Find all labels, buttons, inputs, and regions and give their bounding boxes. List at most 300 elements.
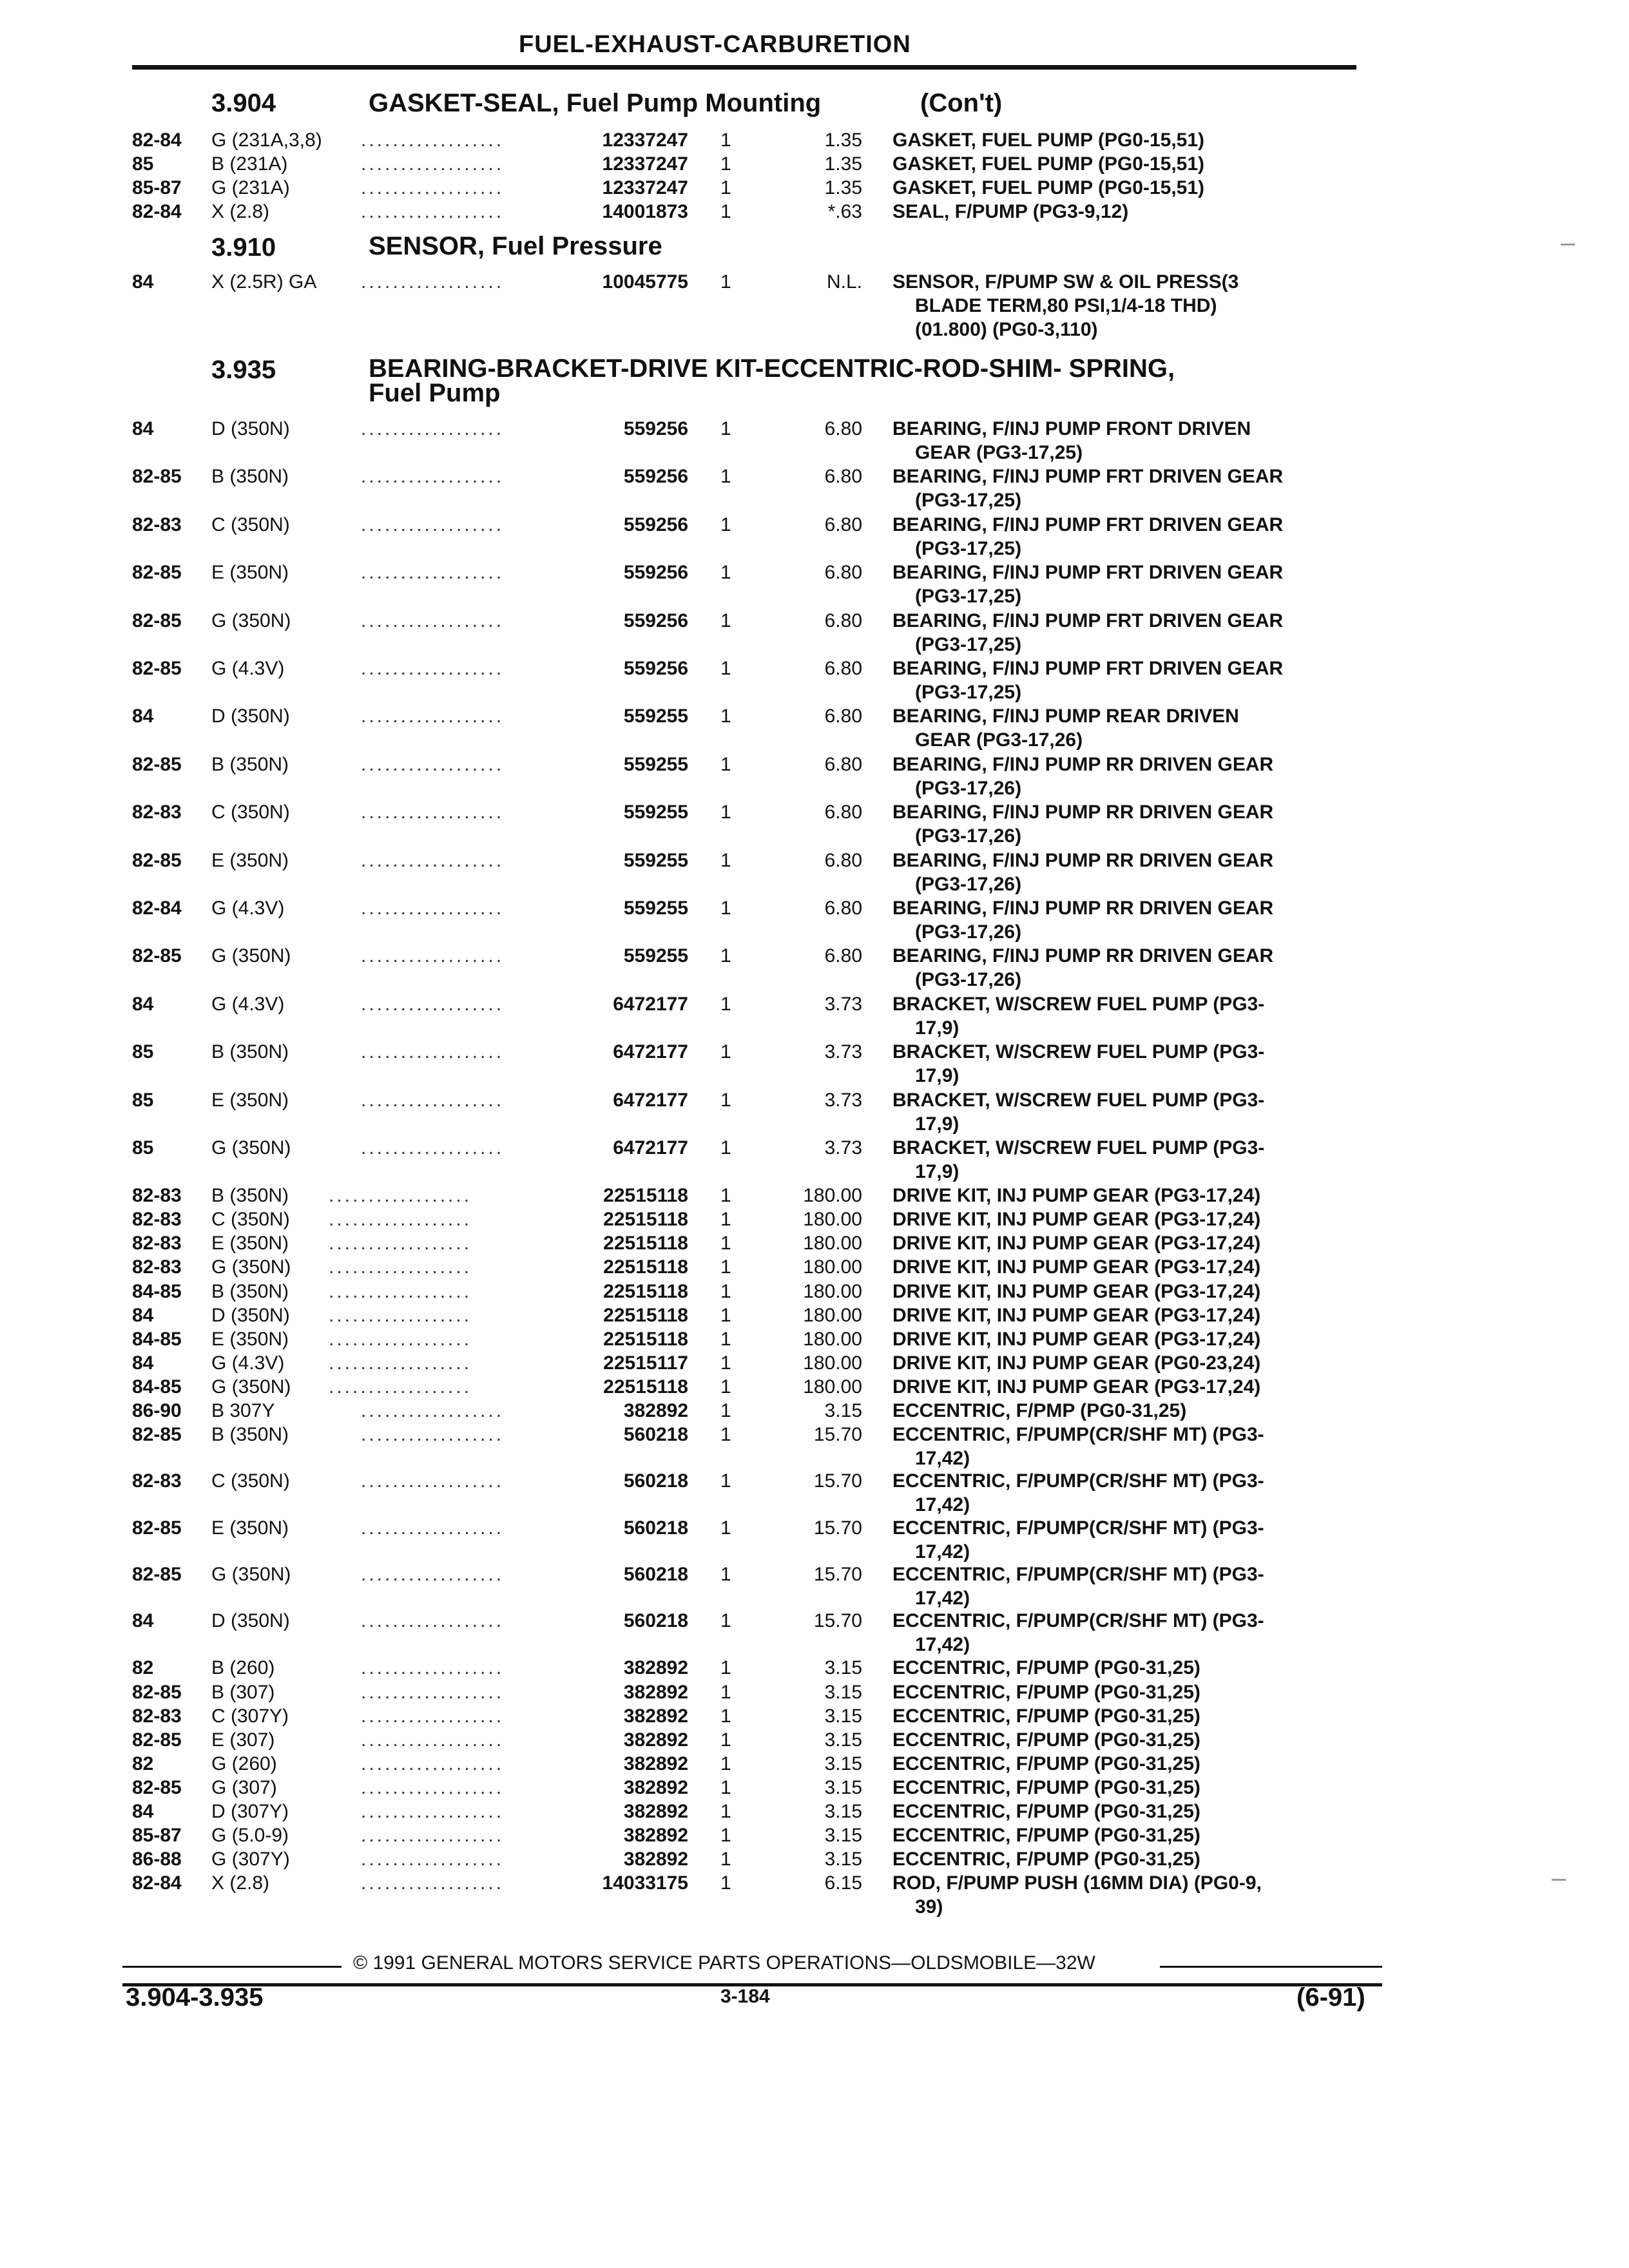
application: G (350N) bbox=[211, 945, 291, 966]
footer-rule-right bbox=[1160, 1966, 1382, 1968]
part-row bbox=[0, 753, 1629, 799]
description: ECCENTRIC, F/PUMP (PG0-31,25) bbox=[892, 1777, 1200, 1798]
application: E (350N) bbox=[211, 1517, 289, 1539]
dot-leader: .................. bbox=[329, 1281, 472, 1302]
part-number: 22515118 bbox=[603, 1305, 688, 1326]
part-row bbox=[0, 1729, 1629, 1752]
application: G (350N) bbox=[211, 1137, 291, 1158]
description: DRIVE KIT, INJ PUMP GEAR (PG3-17,24) bbox=[892, 1209, 1261, 1230]
price: 15.70 bbox=[813, 1470, 862, 1492]
description: GASKET, FUEL PUMP (PG0-15,51) bbox=[892, 153, 1205, 175]
application: B (350N) bbox=[211, 1424, 289, 1445]
part-row bbox=[0, 610, 1629, 655]
model-year: 82-83 bbox=[132, 1256, 182, 1278]
model-year: 85 bbox=[132, 1041, 154, 1062]
dot-leader: .................. bbox=[361, 994, 505, 1015]
part-row bbox=[0, 1470, 1629, 1515]
part-row bbox=[0, 1208, 1629, 1231]
model-year: 82-83 bbox=[132, 1185, 182, 1206]
quantity: 1 bbox=[720, 201, 731, 222]
quantity: 1 bbox=[720, 850, 731, 871]
application: G (4.3V) bbox=[211, 1352, 285, 1374]
price: 3.73 bbox=[824, 994, 862, 1015]
description: ECCENTRIC, F/PMP (PG0-31,25) bbox=[892, 1400, 1187, 1421]
section-subtitle: Fuel Pump bbox=[369, 379, 501, 407]
part-number: 6472177 bbox=[613, 994, 688, 1015]
dot-leader: .................. bbox=[361, 1517, 505, 1539]
description-continued: (PG3-17,25) bbox=[915, 634, 1022, 655]
quantity: 1 bbox=[720, 1209, 731, 1230]
dot-leader: .................. bbox=[329, 1305, 472, 1326]
part-row bbox=[0, 1610, 1629, 1655]
part-row bbox=[0, 1517, 1629, 1562]
model-year: 84 bbox=[132, 1305, 154, 1326]
part-row bbox=[0, 1041, 1629, 1086]
part-number: 559255 bbox=[623, 898, 688, 919]
description: BEARING, F/INJ PUMP RR DRIVEN GEAR bbox=[892, 754, 1274, 775]
description: ROD, F/PUMP PUSH (16MM DIA) (PG0-9, bbox=[892, 1872, 1262, 1894]
price: 15.70 bbox=[813, 1517, 862, 1539]
application: G (350N) bbox=[211, 610, 291, 631]
part-row bbox=[0, 200, 1629, 224]
description: DRIVE KIT, INJ PUMP GEAR (PG3-17,24) bbox=[892, 1305, 1261, 1326]
price: N.L. bbox=[826, 271, 862, 293]
part-number: 22515118 bbox=[603, 1185, 688, 1206]
dot-leader: .................. bbox=[361, 1400, 505, 1421]
description: SENSOR, F/PUMP SW & OIL PRESS(3 bbox=[892, 271, 1239, 293]
part-number: 6472177 bbox=[613, 1041, 688, 1062]
part-number: 10045775 bbox=[602, 271, 688, 293]
model-year: 84 bbox=[132, 1352, 154, 1374]
description: GASKET, FUEL PUMP (PG0-15,51) bbox=[892, 130, 1205, 151]
price: 180.00 bbox=[803, 1256, 862, 1278]
quantity: 1 bbox=[720, 130, 731, 151]
part-row bbox=[0, 1328, 1629, 1351]
model-year: 82-85 bbox=[132, 1564, 182, 1585]
part-number: 560218 bbox=[623, 1517, 688, 1539]
part-number: 559256 bbox=[623, 514, 688, 535]
price: 180.00 bbox=[803, 1352, 862, 1374]
model-year: 82-83 bbox=[132, 1706, 182, 1727]
footer-section-range: 3.904-3.935 bbox=[126, 1983, 264, 2012]
dot-leader: .................. bbox=[361, 1753, 505, 1774]
part-number: 382892 bbox=[623, 1400, 688, 1421]
model-year: 85 bbox=[132, 1137, 154, 1158]
dot-leader: .................. bbox=[329, 1376, 472, 1398]
description-continued: 17,42) bbox=[915, 1588, 970, 1609]
price: 6.80 bbox=[824, 610, 862, 631]
dot-leader: .................. bbox=[361, 1041, 505, 1062]
part-row bbox=[0, 514, 1629, 559]
price: 6.80 bbox=[824, 514, 862, 535]
application: D (350N) bbox=[211, 1305, 290, 1326]
application: G (4.3V) bbox=[211, 994, 285, 1015]
application: B (350N) bbox=[211, 1281, 289, 1302]
dot-leader: .................. bbox=[361, 754, 505, 775]
part-number: 22515118 bbox=[603, 1256, 688, 1278]
part-number: 559255 bbox=[623, 850, 688, 871]
part-row bbox=[0, 1304, 1629, 1327]
price: 3.15 bbox=[824, 1400, 862, 1421]
quantity: 1 bbox=[720, 1753, 731, 1774]
quantity: 1 bbox=[720, 177, 731, 198]
part-number: 559255 bbox=[623, 706, 688, 727]
quantity: 1 bbox=[720, 562, 731, 583]
quantity: 1 bbox=[720, 1256, 731, 1278]
part-row bbox=[0, 1872, 1629, 1917]
application: D (350N) bbox=[211, 706, 290, 727]
application: C (350N) bbox=[211, 514, 290, 535]
description-continued: GEAR (PG3-17,26) bbox=[915, 729, 1083, 751]
dot-leader: .................. bbox=[329, 1185, 472, 1206]
description-continued: 17,9) bbox=[915, 1065, 959, 1086]
quantity: 1 bbox=[720, 1825, 731, 1846]
model-year: 82-85 bbox=[132, 1424, 182, 1445]
quantity: 1 bbox=[720, 945, 731, 966]
part-row bbox=[0, 1376, 1629, 1399]
model-year: 82-85 bbox=[132, 754, 182, 775]
application: G (350N) bbox=[211, 1564, 291, 1585]
dot-leader: .................. bbox=[361, 1657, 505, 1678]
quantity: 1 bbox=[720, 1041, 731, 1062]
quantity: 1 bbox=[720, 1706, 731, 1727]
dot-leader: .................. bbox=[361, 898, 505, 919]
quantity: 1 bbox=[720, 1777, 731, 1798]
dot-leader: .................. bbox=[361, 153, 505, 175]
description: DRIVE KIT, INJ PUMP GEAR (PG3-17,24) bbox=[892, 1281, 1261, 1302]
scan-mark bbox=[1552, 1879, 1566, 1881]
part-number: 560218 bbox=[623, 1470, 688, 1492]
quantity: 1 bbox=[720, 271, 731, 293]
description: BEARING, F/INJ PUMP FRT DRIVEN GEAR bbox=[892, 610, 1284, 631]
quantity: 1 bbox=[720, 1657, 731, 1678]
part-row bbox=[0, 945, 1629, 990]
application: G (4.3V) bbox=[211, 898, 285, 919]
application: B 307Y bbox=[211, 1400, 275, 1421]
model-year: 85-87 bbox=[132, 177, 182, 198]
model-year: 84 bbox=[132, 706, 154, 727]
description: SEAL, F/PUMP (PG3-9,12) bbox=[892, 201, 1129, 222]
section-number: 3.904 bbox=[211, 89, 276, 117]
application: D (350N) bbox=[211, 418, 290, 439]
model-year: 82-85 bbox=[132, 562, 182, 583]
part-number: 14033175 bbox=[602, 1872, 688, 1894]
dot-leader: .................. bbox=[361, 418, 505, 439]
description: DRIVE KIT, INJ PUMP GEAR (PG3-17,24) bbox=[892, 1376, 1261, 1398]
quantity: 1 bbox=[720, 754, 731, 775]
description: BEARING, F/INJ PUMP RR DRIVEN GEAR bbox=[892, 802, 1274, 823]
price: 3.15 bbox=[824, 1706, 862, 1727]
price: 3.15 bbox=[824, 1729, 862, 1751]
part-number: 382892 bbox=[623, 1706, 688, 1727]
description: ECCENTRIC, F/PUMP(CR/SHF MT) (PG3- bbox=[892, 1424, 1264, 1445]
price: 3.15 bbox=[824, 1825, 862, 1846]
dot-leader: .................. bbox=[361, 802, 505, 823]
price: 180.00 bbox=[803, 1185, 862, 1206]
part-number: 382892 bbox=[623, 1801, 688, 1822]
model-year: 82-84 bbox=[132, 130, 182, 151]
part-number: 382892 bbox=[623, 1657, 688, 1678]
scan-mark bbox=[1561, 244, 1575, 245]
part-row bbox=[0, 561, 1629, 607]
description: GASKET, FUEL PUMP (PG0-15,51) bbox=[892, 177, 1205, 198]
description: ECCENTRIC, F/PUMP(CR/SHF MT) (PG3- bbox=[892, 1610, 1264, 1631]
price: 6.80 bbox=[824, 418, 862, 439]
model-year: 82-83 bbox=[132, 514, 182, 535]
part-number: 382892 bbox=[623, 1753, 688, 1774]
application: B (350N) bbox=[211, 1041, 289, 1062]
part-row bbox=[0, 849, 1629, 895]
description-continued: 17,42) bbox=[915, 1448, 970, 1469]
application: E (350N) bbox=[211, 1233, 289, 1254]
footer-rule-left bbox=[122, 1966, 342, 1968]
model-year: 86-88 bbox=[132, 1849, 182, 1870]
part-number: 22515118 bbox=[603, 1329, 688, 1350]
description: BEARING, F/INJ PUMP REAR DRIVEN bbox=[892, 706, 1239, 727]
application: G (5.0-9) bbox=[211, 1825, 289, 1846]
price: 3.15 bbox=[824, 1657, 862, 1678]
part-row bbox=[0, 1681, 1629, 1704]
application: G (307Y) bbox=[211, 1849, 290, 1870]
model-year: 84 bbox=[132, 994, 154, 1015]
model-year: 82-85 bbox=[132, 466, 182, 487]
part-row bbox=[0, 1776, 1629, 1800]
section-continued: (Con't) bbox=[920, 89, 1003, 117]
dot-leader: .................. bbox=[361, 177, 505, 198]
part-number: 12337247 bbox=[602, 153, 688, 175]
dot-leader: .................. bbox=[361, 1825, 505, 1846]
part-number: 560218 bbox=[623, 1424, 688, 1445]
description: ECCENTRIC, F/PUMP (PG0-31,25) bbox=[892, 1849, 1200, 1870]
model-year: 82-84 bbox=[132, 201, 182, 222]
part-row bbox=[0, 801, 1629, 847]
price: 1.35 bbox=[824, 130, 862, 151]
dot-leader: .................. bbox=[361, 1849, 505, 1870]
quantity: 1 bbox=[720, 418, 731, 439]
description: DRIVE KIT, INJ PUMP GEAR (PG3-17,24) bbox=[892, 1233, 1261, 1254]
model-year: 82-85 bbox=[132, 1729, 182, 1751]
quantity: 1 bbox=[720, 610, 731, 631]
description: DRIVE KIT, INJ PUMP GEAR (PG3-17,24) bbox=[892, 1329, 1261, 1350]
footer-edition: (6-91) bbox=[1296, 1983, 1365, 2012]
model-year: 82-83 bbox=[132, 1209, 182, 1230]
part-row bbox=[0, 1423, 1629, 1469]
description: ECCENTRIC, F/PUMP(CR/SHF MT) (PG3- bbox=[892, 1564, 1264, 1585]
description: BEARING, F/INJ PUMP RR DRIVEN GEAR bbox=[892, 898, 1274, 919]
dot-leader: .................. bbox=[361, 1801, 505, 1822]
quantity: 1 bbox=[720, 1729, 731, 1751]
dot-leader: .................. bbox=[361, 1706, 505, 1727]
description-continued: BLADE TERM,80 PSI,1/4-18 THD) bbox=[915, 295, 1217, 316]
price: 6.80 bbox=[824, 754, 862, 775]
part-row bbox=[0, 418, 1629, 463]
model-year: 82-84 bbox=[132, 1872, 182, 1894]
price: 1.35 bbox=[824, 153, 862, 175]
model-year: 82-85 bbox=[132, 658, 182, 679]
quantity: 1 bbox=[720, 1352, 731, 1374]
dot-leader: .................. bbox=[361, 1564, 505, 1585]
model-year: 82-83 bbox=[132, 802, 182, 823]
quantity: 1 bbox=[720, 658, 731, 679]
part-number: 382892 bbox=[623, 1849, 688, 1870]
description: BRACKET, W/SCREW FUEL PUMP (PG3- bbox=[892, 1137, 1265, 1158]
dot-leader: .................. bbox=[361, 850, 505, 871]
price: 3.15 bbox=[824, 1753, 862, 1774]
model-year: 84 bbox=[132, 1610, 154, 1631]
part-number: 22515117 bbox=[603, 1352, 688, 1374]
dot-leader: .................. bbox=[361, 1777, 505, 1798]
part-row bbox=[0, 177, 1629, 200]
application: G (4.3V) bbox=[211, 658, 285, 679]
price: 3.15 bbox=[824, 1777, 862, 1798]
page-header-title: FUEL-EXHAUST-CARBURETION bbox=[519, 31, 911, 58]
part-row bbox=[0, 1848, 1629, 1871]
description-continued: (PG3-17,25) bbox=[915, 682, 1022, 703]
part-row bbox=[0, 1705, 1629, 1728]
dot-leader: .................. bbox=[329, 1352, 472, 1374]
price: 180.00 bbox=[803, 1233, 862, 1254]
part-row bbox=[0, 1399, 1629, 1423]
footer-page-number: 3-184 bbox=[720, 1986, 770, 2007]
quantity: 1 bbox=[720, 802, 731, 823]
description: BEARING, F/INJ PUMP RR DRIVEN GEAR bbox=[892, 850, 1274, 871]
model-year: 84 bbox=[132, 418, 154, 439]
part-number: 559256 bbox=[623, 562, 688, 583]
part-row bbox=[0, 1232, 1629, 1255]
description-continued: 39) bbox=[915, 1896, 943, 1917]
model-year: 82-84 bbox=[132, 898, 182, 919]
application: X (2.5R) GA bbox=[211, 271, 317, 293]
description: BEARING, F/INJ PUMP FRT DRIVEN GEAR bbox=[892, 658, 1284, 679]
quantity: 1 bbox=[720, 994, 731, 1015]
model-year: 82-85 bbox=[132, 1682, 182, 1703]
description-continued: GEAR (PG3-17,25) bbox=[915, 442, 1083, 463]
model-year: 82-85 bbox=[132, 850, 182, 871]
application: E (350N) bbox=[211, 850, 289, 871]
application: G (260) bbox=[211, 1753, 277, 1774]
part-row bbox=[0, 657, 1629, 703]
price: 1.35 bbox=[824, 177, 862, 198]
quantity: 1 bbox=[720, 1801, 731, 1822]
application: G (350N) bbox=[211, 1376, 291, 1398]
dot-leader: .................. bbox=[361, 1424, 505, 1445]
application: D (307Y) bbox=[211, 1801, 289, 1822]
price: 6.80 bbox=[824, 658, 862, 679]
application: B (260) bbox=[211, 1657, 275, 1678]
section-title: BEARING-BRACKET-DRIVE KIT-ECCENTRIC-ROD-SHIM- SPRING, bbox=[369, 354, 1175, 383]
price: 6.80 bbox=[824, 706, 862, 727]
price: 6.80 bbox=[824, 850, 862, 871]
dot-leader: .................. bbox=[361, 466, 505, 487]
application: C (307Y) bbox=[211, 1706, 289, 1727]
quantity: 1 bbox=[720, 514, 731, 535]
part-number: 560218 bbox=[623, 1610, 688, 1631]
application: G (307) bbox=[211, 1777, 277, 1798]
quantity: 1 bbox=[720, 1470, 731, 1492]
description-continued: (PG3-17,25) bbox=[915, 490, 1022, 511]
description-continued: 17,42) bbox=[915, 1494, 970, 1515]
part-row bbox=[0, 271, 1629, 340]
dot-leader: .................. bbox=[361, 1470, 505, 1492]
part-row bbox=[0, 1800, 1629, 1823]
price: 15.70 bbox=[813, 1610, 862, 1631]
model-year: 85 bbox=[132, 153, 154, 175]
dot-leader: .................. bbox=[361, 201, 505, 222]
dot-leader: .................. bbox=[361, 1137, 505, 1158]
description: ECCENTRIC, F/PUMP(CR/SHF MT) (PG3- bbox=[892, 1517, 1264, 1539]
application: E (350N) bbox=[211, 1090, 289, 1111]
price: 6.15 bbox=[824, 1872, 862, 1894]
part-row bbox=[0, 153, 1629, 176]
application: E (350N) bbox=[211, 562, 289, 583]
description-continued: (PG3-17,25) bbox=[915, 586, 1022, 607]
part-row bbox=[0, 993, 1629, 1039]
description: DRIVE KIT, INJ PUMP GEAR (PG3-17,24) bbox=[892, 1185, 1261, 1206]
description: BEARING, F/INJ PUMP FRT DRIVEN GEAR bbox=[892, 466, 1284, 487]
dot-leader: .................. bbox=[361, 562, 505, 583]
part-number: 382892 bbox=[623, 1729, 688, 1751]
model-year: 82-85 bbox=[132, 610, 182, 631]
part-number: 559256 bbox=[623, 658, 688, 679]
quantity: 1 bbox=[720, 1872, 731, 1894]
quantity: 1 bbox=[720, 1281, 731, 1302]
description: DRIVE KIT, INJ PUMP GEAR (PG3-17,24) bbox=[892, 1256, 1261, 1278]
model-year: 82-85 bbox=[132, 1517, 182, 1539]
description: BRACKET, W/SCREW FUEL PUMP (PG3- bbox=[892, 994, 1265, 1015]
application: B (350N) bbox=[211, 1185, 289, 1206]
price: 3.73 bbox=[824, 1041, 862, 1062]
part-number: 382892 bbox=[623, 1777, 688, 1798]
price: 3.73 bbox=[824, 1137, 862, 1158]
model-year: 84 bbox=[132, 271, 154, 293]
part-number: 559255 bbox=[623, 945, 688, 966]
application: G (350N) bbox=[211, 1256, 291, 1278]
dot-leader: .................. bbox=[361, 945, 505, 966]
quantity: 1 bbox=[720, 1185, 731, 1206]
quantity: 1 bbox=[720, 1849, 731, 1870]
dot-leader: .................. bbox=[361, 658, 505, 679]
part-row bbox=[0, 1657, 1629, 1680]
model-year: 82 bbox=[132, 1753, 154, 1774]
model-year: 82-85 bbox=[132, 945, 182, 966]
part-row bbox=[0, 1352, 1629, 1375]
price: 6.80 bbox=[824, 945, 862, 966]
dot-leader: .................. bbox=[329, 1256, 472, 1278]
part-row bbox=[0, 1753, 1629, 1776]
section-number: 3.935 bbox=[211, 356, 276, 384]
dot-leader: .................. bbox=[361, 1090, 505, 1111]
price: 6.80 bbox=[824, 466, 862, 487]
description: ECCENTRIC, F/PUMP (PG0-31,25) bbox=[892, 1801, 1200, 1822]
price: 3.15 bbox=[824, 1682, 862, 1703]
application: B (307) bbox=[211, 1682, 275, 1703]
price: 180.00 bbox=[803, 1209, 862, 1230]
part-row bbox=[0, 1089, 1629, 1135]
model-year: 84 bbox=[132, 1801, 154, 1822]
description: BEARING, F/INJ PUMP RR DRIVEN GEAR bbox=[892, 945, 1274, 966]
part-number: 559256 bbox=[623, 418, 688, 439]
dot-leader: .................. bbox=[329, 1209, 472, 1230]
price: 180.00 bbox=[803, 1376, 862, 1398]
part-number: 559256 bbox=[623, 610, 688, 631]
quantity: 1 bbox=[720, 1610, 731, 1631]
header-rule bbox=[132, 65, 1356, 70]
part-number: 559255 bbox=[623, 754, 688, 775]
dot-leader: .................. bbox=[329, 1233, 472, 1254]
quantity: 1 bbox=[720, 1137, 731, 1158]
dot-leader: .................. bbox=[361, 130, 505, 151]
dot-leader: .................. bbox=[361, 271, 505, 293]
